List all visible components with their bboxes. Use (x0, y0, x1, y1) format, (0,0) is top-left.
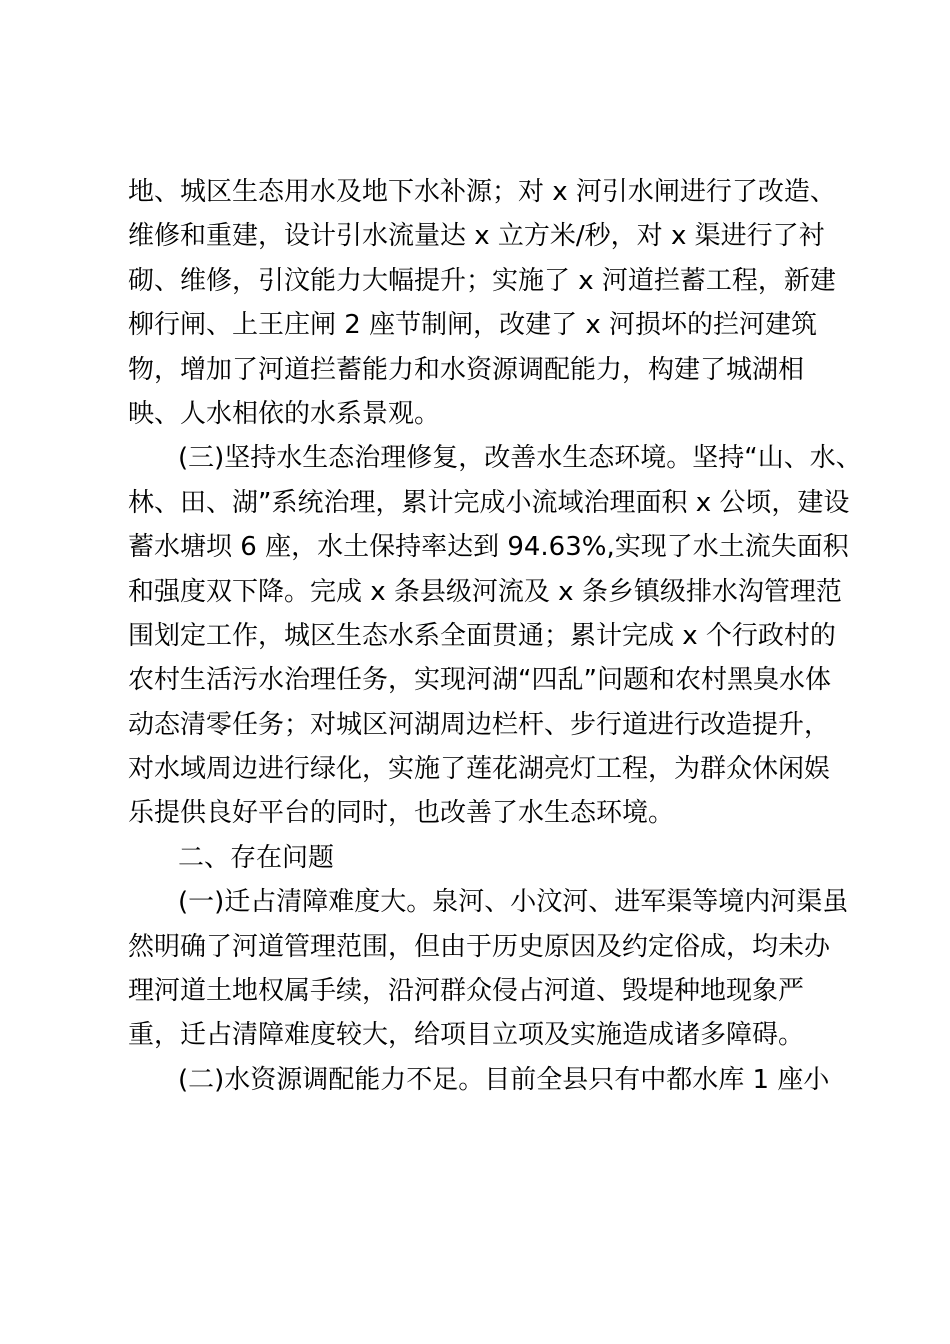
document-body (128, 170, 862, 1102)
text-line: 映、人水相依的水系景观。 (128, 398, 441, 429)
text-line: 理河道土地权属手续，沿河群众侵占河道、毁堤种地现象严 (128, 976, 805, 1007)
text-line: 地、城区生态用水及地下水补源；对 x 河引水闸进行了改造、 (128, 177, 836, 207)
paragraph-heading-2: (二)水资源调配能力不足。目前全县只有中都水库 1 座小 (178, 1064, 830, 1095)
paragraph-heading-3: (三)坚持水生态治理修复，改善水生态环境。坚持“山、水、 (178, 443, 862, 474)
text-line: 维修和重建，设计引水流量达 x 立方米/秒，对 x 渠进行了衬 (128, 221, 825, 252)
text-line: 林、田、湖”系统治理，累计完成小流域治理面积 x 公顷，建设 (128, 487, 850, 518)
text-line: 乐提供良好平台的同时，也改善了水生态环境。 (128, 798, 675, 829)
paragraph-heading-1: (一)迁占清障难度大。泉河、小汶河、进军渠等境内河渠虽 (178, 887, 849, 918)
text-line: 对水域周边进行绿化，实施了莲花湖亮灯工程，为群众休闲娱 (128, 754, 831, 785)
text-line: 柳行闸、上王庄闸 2 座节制闸，改建了 x 河损坏的拦河建筑 (128, 310, 817, 341)
text-line: 动态清零任务；对城区河湖周边栏杆、步行道进行改造提升， (128, 709, 831, 740)
text-line: 农村生活污水治理任务，实现河湖“四乱”问题和农村黑臭水体 (128, 665, 831, 696)
text-line: 蓄水塘坝 6 座，水土保持率达到 94.63%,实现了水土流失面积 (128, 532, 849, 563)
text-line: 重，迁占清障难度较大，给项目立项及实施造成诸多障碍。 (128, 1020, 805, 1051)
text-line: 砌、维修，引汶能力大幅提升；实施了 x 河道拦蓄工程，新建 (128, 265, 836, 296)
text-line: 然明确了河道管理范围，但由于历史原因及约定俗成，均未办 (128, 931, 831, 962)
text-line: 围划定工作，城区生态水系全面贯通；累计完成 x 个行政村的 (128, 620, 836, 651)
text-line: 物，增加了河道拦蓄能力和水资源调配能力，构建了城湖相 (128, 354, 805, 385)
text-line: 和强度双下降。完成 x 条县级河流及 x 条乡镇级排水沟管理范 (128, 576, 842, 607)
section-heading: 二、存在问题 (178, 842, 335, 873)
